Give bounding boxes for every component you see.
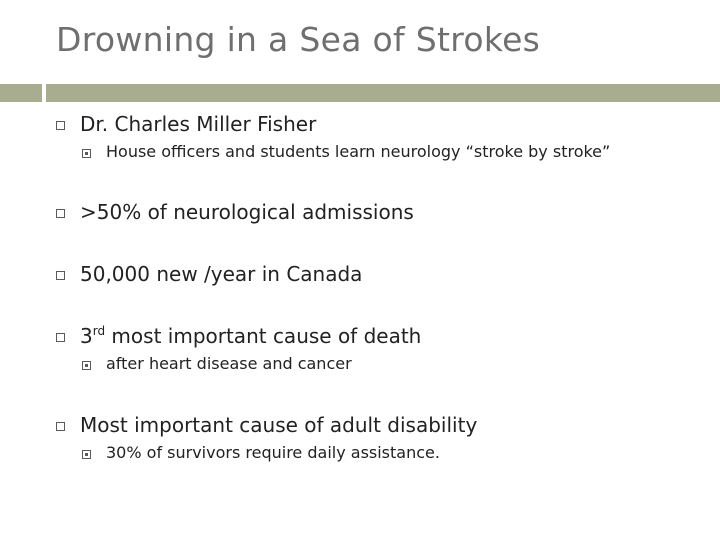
square-bullet-icon [56, 333, 65, 342]
filled-square-bullet-icon [82, 361, 91, 370]
header-rule-right [46, 84, 720, 102]
slide-title: Drowning in a Sea of Strokes [56, 20, 541, 59]
square-bullet-icon [56, 121, 65, 130]
cause-of-death-text: most important cause of death [105, 324, 422, 348]
filled-square-bullet-icon [82, 149, 91, 158]
header-rule-left [0, 84, 42, 102]
rank-number: 3 [80, 324, 93, 348]
square-bullet-icon [56, 271, 65, 280]
rank-suffix: rd [92, 324, 106, 338]
square-bullet-icon [56, 422, 65, 431]
square-bullet-icon [56, 209, 65, 218]
filled-square-bullet-icon [82, 450, 91, 459]
